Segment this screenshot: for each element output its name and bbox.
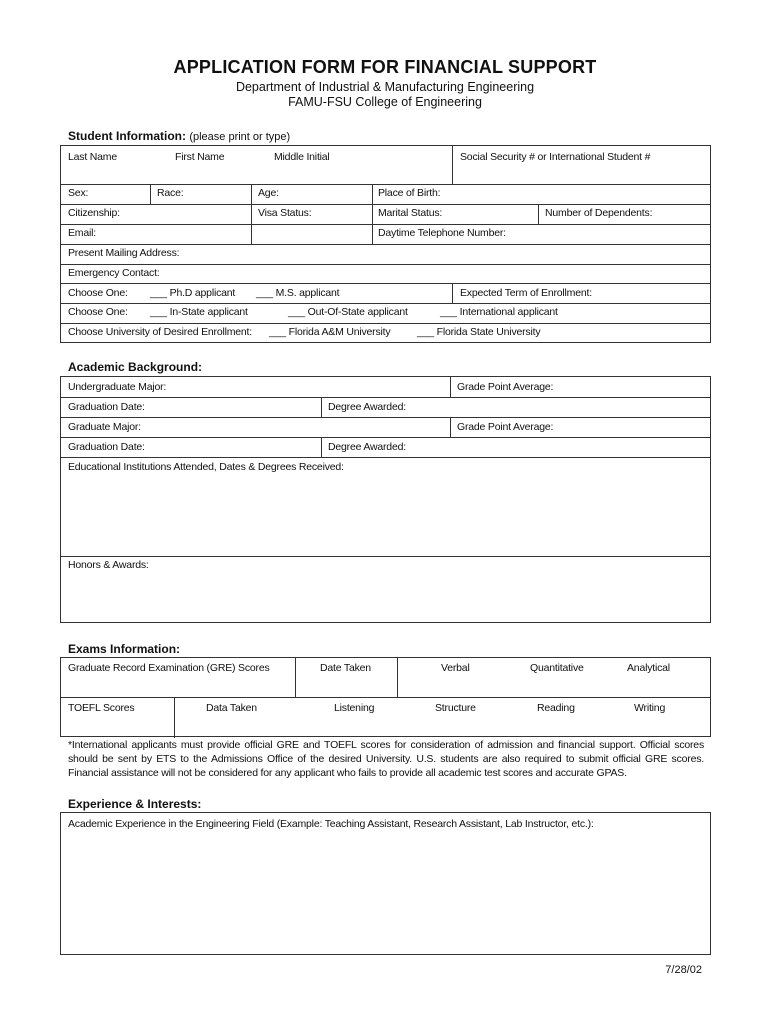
academic-table [60,376,711,623]
fsu-option[interactable]: ___ Florida State University [417,326,541,338]
race-field[interactable]: Race: [157,187,184,199]
visa-status-field[interactable]: Visa Status: [258,207,312,219]
citizenship-field[interactable]: Citizenship: [68,207,120,219]
college-name: FAMU-FSU College of Engineering [288,95,482,109]
toefl-listening-field[interactable]: Listening [334,702,375,714]
undergrad-gpa-field[interactable]: Grade Point Average: [457,381,554,393]
undergrad-degree-field[interactable]: Degree Awarded: [328,401,406,413]
student-info-heading [68,129,290,143]
choose-one-residency-label: Choose One: [68,306,128,318]
expected-term-field[interactable]: Expected Term of Enrollment: [460,287,592,299]
mailing-address-field[interactable]: Present Mailing Address: [68,247,180,259]
email-field[interactable]: Email: [68,227,96,239]
grad-major-field[interactable]: Graduate Major: [68,421,141,433]
ms-applicant-option[interactable]: ___ M.S. applicant [256,287,340,299]
toefl-reading-field[interactable]: Reading [537,702,575,714]
exams-heading: Exams Information: [68,642,181,656]
first-name-field[interactable]: First Name [175,151,225,163]
experience-box [60,812,711,955]
grad-degree-field[interactable]: Degree Awarded: [328,441,406,453]
out-of-state-option[interactable]: ___ Out-Of-State applicant [288,306,408,318]
toefl-scores-label: TOEFL Scores [68,702,135,714]
in-state-option[interactable]: ___ In-State applicant [150,306,248,318]
gre-verbal-field[interactable]: Verbal [441,662,470,674]
international-option[interactable]: ___ International applicant [440,306,558,318]
dependents-field[interactable]: Number of Dependents: [545,207,653,219]
toefl-date-taken-field[interactable]: Data Taken [206,702,257,714]
undergrad-graduation-date-field[interactable]: Graduation Date: [68,401,145,413]
toefl-writing-field[interactable]: Writing [634,702,666,714]
phd-applicant-option[interactable]: ___ Ph.D applicant [150,287,236,299]
academic-experience-field[interactable]: Academic Experience in the Engineering Field (Example: Teaching Assistant, Research Assistant, Lab Instructor, etc.): [68,818,594,830]
choose-one-degree-label: Choose One: [68,287,128,299]
student-info-note: (please print or type) [189,131,291,143]
undergrad-major-field[interactable]: Undergraduate Major: [68,381,167,393]
ssn-field[interactable]: Social Security # or International Student # [460,151,651,163]
last-name-field[interactable]: Last Name [68,151,117,163]
department-name: Department of Industrial & Manufacturing Engineering [235,80,535,94]
daytime-phone-field[interactable]: Daytime Telephone Number: [378,227,506,239]
exam-requirements-note: *International applicants must provide official GRE and TOEFL scores for consideration of admission and financial support. Official scores should be sent by ETS to the Admissions Office of the desired University. U.S. students are also required to submit official GRE scores. Financial assistance will not be considered for any applicant who fails to provide all academic test scores and accurate GPAS. [68,739,704,779]
gre-scores-label: Graduate Record Examination (GRE) Scores [68,662,270,674]
toefl-structure-field[interactable]: Structure [435,702,476,714]
emergency-contact-field[interactable]: Emergency Contact: [68,267,160,279]
gre-analytical-field[interactable]: Analytical [627,662,670,674]
grad-graduation-date-field[interactable]: Graduation Date: [68,441,145,453]
choose-university-label: Choose University of Desired Enrollment: [68,326,252,338]
form-title: APPLICATION FORM FOR FINANCIAL SUPPORT [173,57,597,77]
marital-status-field[interactable]: Marital Status: [378,207,443,219]
revision-date: 7/28/02 [665,964,702,976]
institutions-field[interactable]: Educational Institutions Attended, Dates & Degrees Received: [68,461,344,473]
gre-quantitative-field[interactable]: Quantitative [530,662,584,674]
age-field[interactable]: Age: [258,187,279,199]
honors-awards-field[interactable]: Honors & Awards: [68,559,149,571]
gre-date-taken-field[interactable]: Date Taken [320,662,371,674]
middle-initial-field[interactable]: Middle Initial [274,151,330,163]
experience-heading: Experience & Interests: [68,797,202,811]
sex-field[interactable]: Sex: [68,187,89,199]
famu-option[interactable]: ___ Florida A&M University [269,326,391,338]
academic-heading: Academic Background: [68,360,203,374]
place-of-birth-field[interactable]: Place of Birth: [378,187,441,199]
grad-gpa-field[interactable]: Grade Point Average: [457,421,554,433]
student-info-title: Student Information: [68,129,186,143]
